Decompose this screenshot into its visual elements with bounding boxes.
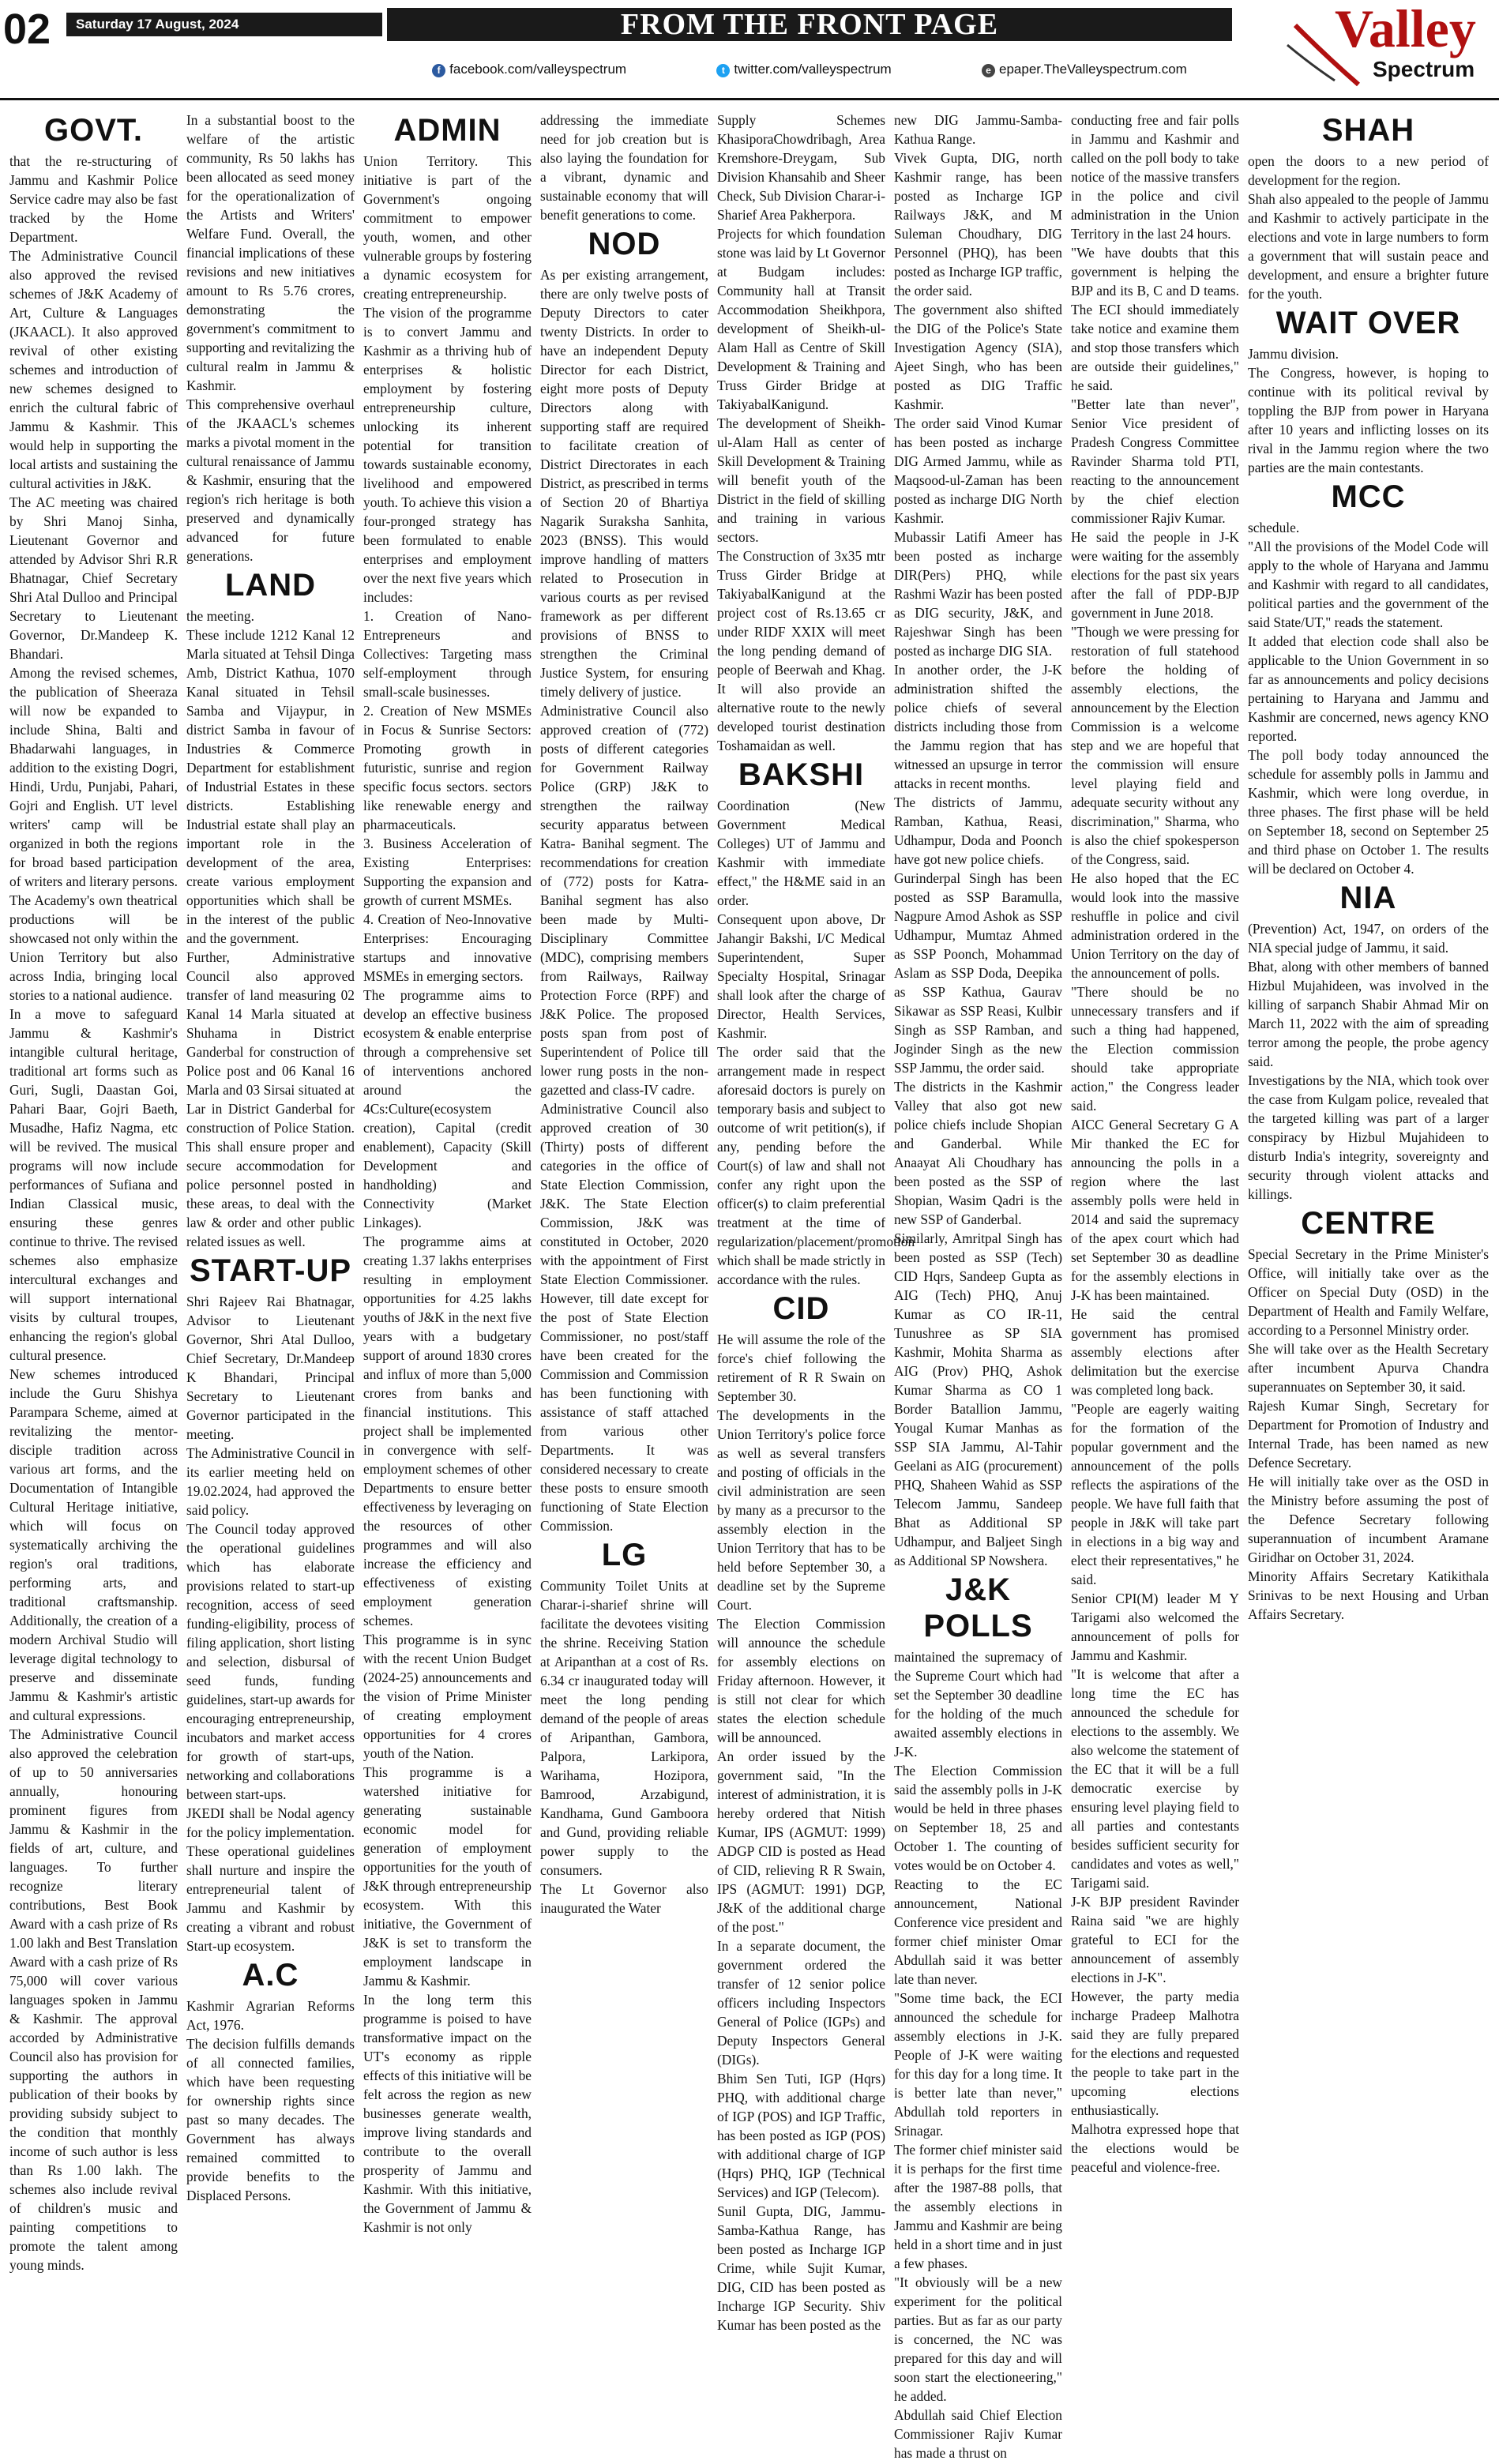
column-1 <box>9 111 178 2456</box>
column-5 <box>717 111 915 2456</box>
article-paragraph: The decision fulfills demands of all connected families, which have been requesting for ownership rights since past so many decades. The Government has always remained committed to provide benefits to the Displaced Persons. <box>186 2036 355 2203</box>
article-paragraph: "Some time back, the ECI announced the schedule for assembly elections in J-K. People of J-K were waiting for this day for a long time. It is better late than never," Abdullah told reporters in Srinagar. <box>894 1990 1062 2139</box>
article-paragraph: Community Toilet Units at Charar-i-sharief shrine will facilitate the devotees visiting the shrine. Receiving Station at Aripanthan at a cost of Rs. 6.34 cr inaugurated today will meet the long pending demand of the people of areas of Aripanthan, Gambora, Palpora, Larkipora, Warihama, Hozipora, Bamrood, Arzabigund, Kandhama, Gund Gamboora and Gund, providing reliable power supply to the consumers. <box>540 1578 708 1878</box>
article-paragraph: It added that election code shall also be applicable to the Union Government in so far as announcements and policy decisions pertaining to Haryana and Jammu and Kashmir are concerned, news agency KNO reported. <box>1248 633 1489 744</box>
article-paragraph: the meeting. <box>186 608 254 624</box>
article-paragraph: Malhotra expressed hope that the elections would be peaceful and violence-free. <box>1071 2121 1239 2175</box>
column-3 <box>363 111 532 2456</box>
article-paragraph: Senior CPI(M) leader M Y Tarigami also welcomed the announcement of polls for Jammu and Kashmir. <box>1071 1591 1239 1663</box>
section-heading: BAKSHI <box>738 757 865 792</box>
article-paragraph: AICC General Secretary G A Mir thanked the EC for announcing the polls in a region where the last assembly polls were held in 2014 and said the supremacy of the apex court which had set September 30 as deadline for the assembly elections in J-K has been maintained. <box>1071 1117 1239 1303</box>
article-paragraph: Shri Rajeev Rai Bhatnagar, Advisor to Lieutenant Governor, Shri Atal Dulloo, Chief Secretary, Dr.Mandeep K Bhandari, Principal Secretary to Lieutenant Governor participated in the meeting. <box>186 1294 355 1442</box>
article-paragraph: He will initially take over as the OSD in the Ministry before assuming the post of the Defence Secretary following superannuation of incumbent Aramane Giridhar on October 31, 2024. <box>1248 1474 1489 1565</box>
section-heading: NOD <box>588 227 661 261</box>
article-paragraph: 1. Creation of Nano-Entrepreneurs and Collectives: Targeting mass self-employment through small-scale businesses. <box>363 608 532 700</box>
facebook-text: facebook.com/valleyspectrum <box>449 62 627 77</box>
article-paragraph: "There should be no unnecessary transfers and if such a thing had happened, the Election commission should take appropriate action," the Congress leader said. <box>1071 984 1239 1114</box>
section-heading: CID <box>772 1291 830 1326</box>
article-paragraph: new DIG Jammu-Samba-Kathua Range. <box>894 112 1062 147</box>
section-heading: ADMIN <box>393 113 502 148</box>
article-paragraph: JKEDI shall be Nodal agency for the policy implementation. These operational guidelines shall nurture and inspire the entrepreneurial talent of Jammu and Kashmir by creating a vibrant and robust Start-up ecosystem. <box>186 1805 355 1954</box>
article-paragraph: The government also shifted the DIG of the Police's State Investigation Agency (SIA), Ajeet Singh, who has been posted as DIG Traffic Kashmir. <box>894 302 1062 412</box>
article-paragraph: The poll body today announced the schedule for assembly polls in Jammu and Kashmir, which were long overdue, in three phases. The first phase will be held on September 18, second on September 25 and third phase on October 1. The results will be declared on October 4. <box>1248 747 1489 877</box>
article-paragraph: The districts of Jammu, Ramban, Kathua, Reasi, Udhampur, Doda and Poonch have got new police chiefs. <box>894 794 1062 867</box>
article-paragraph: She will take over as the Health Secretary after incumbent Apurva Chandra superannuates on September 30, it said. <box>1248 1341 1489 1395</box>
article-paragraph: Special Secretary in the Prime Minister's Office, will initially take over as the Officer on Special Duty (OSD) in the Department of Health and Family Welfare, according to a Personnel Ministry order. <box>1248 1246 1489 1338</box>
article-paragraph: Projects for which foundation stone was laid by Lt Governor at Budgam includes: Community hall at Transit Accommodation Sheikhpora, development of Sheikh-ul-Alam Hall as Centre of Skill Development & Training and Truss Girder Bridge at TakiyabalKanigund. <box>717 226 885 412</box>
valley-spectrum-logo <box>1279 2 1493 88</box>
article-paragraph: These include 1212 Kanal 12 Marla situated at Tehsil Dinga Amb, District Kathua, 1070 Kanal situated in Tehsil Samba and Vijaypur, in district Samba in favour of Industries & Commerce Department for establishment of Industrial Estates in these districts. Establishing Industrial estate shall play an important role in the development of the area, create various employment opportunities which shall be in the interest of the public and the government. <box>186 627 355 946</box>
article-paragraph: Bhat, along with other members of banned Hizbul Mujahideen, was involved in the killing of sarpanch Shabir Ahmad Mir on March 11, 2022 with the aim of spreading terror among the people, the probe agency said. <box>1248 959 1489 1069</box>
column-2 <box>186 111 355 2456</box>
article-paragraph: The order said that the arrangement made in respect aforesaid doctors is purely on temporary basis and subject to outcome of writ petition(s), if any, pending before the Court(s) of law and shall not confer any right upon the officer(s) to claim preferential treatment at the time of regularization/placement/promotion which shall be made strictly in accordance with the rules. <box>717 1044 915 1287</box>
epaper-text: epaper.TheValleyspectrum.com <box>999 62 1187 77</box>
article-paragraph: In another order, the J-K administration shifted the police chiefs of several districts including those from the Jammu region that has witnessed an upsurge in terror attacks in recent months. <box>894 662 1062 791</box>
article-paragraph: (Prevention) Act, 1947, on orders of the NIA special judge of Jammu, it said. <box>1248 921 1489 956</box>
article-paragraph: Mubassir Latifi Ameer has been posted as incharge DIR(Pers) PHQ, while Rashmi Wazir has been posted as DIG security, J&K, and Rajeshwar Singh has been posted as incharge DIG SIA. <box>894 529 1062 659</box>
section-heading: SHAH <box>1321 113 1415 148</box>
article-paragraph: "All the provisions of the Model Code will apply to the whole of Haryana and Jammu and Kashmir with regard to all candidates, political parties and the government of the said State/UT," reads the statement. <box>1248 539 1489 630</box>
article-paragraph: He said the people in J-K were waiting for the assembly elections for the past six years after the fall of PDP-BJP government in June 2018. <box>1071 529 1239 621</box>
article-paragraph: The Council today approved the operational guidelines which has elaborate provisions related to start-up recognition, access of seed funding-eligibility, process of filing application, short listing and selection, disbursal of seed funds, funding guidelines, start-up awards for encouraging entrepreneurship, incubators and market access for growth of start-ups, networking and collaborations between start-ups. <box>186 1521 355 1802</box>
article-paragraph: This programme is a watershed initiative for generating sustainable economic model for generation of employment opportunities for the youth of J&K through entrepreneurship ecosystem. With this initiative, the Government of J&K is set to transform the employment landscape in Jammu & Kashmir. <box>363 1764 532 1989</box>
section-heading: LAND <box>224 568 317 603</box>
article-paragraph: The programme aims to develop an effective business ecosystem & enable enterprise through a comprehensive set of interventions anchored around the 4Cs:Culture(ecosystem creation), Capital (credit enablement), Capacity (Skill Development and handholding) and Connectivity (Market Linkages). <box>363 987 532 1230</box>
article-paragraph: The former chief minister said it is perhaps for the first time after the 1987-88 polls, that the assembly elections in Jammu and Kashmir are being held in a short time and in just a few phases. <box>894 2142 1062 2271</box>
masthead <box>0 0 1499 100</box>
article-paragraph: As per existing arrangement, there are only twelve posts of Deputy Directors to cater twenty Districts. In order to have an independent Deputy Director for each District, eight more posts of Deputy Directors along with supporting staff are required to facilitate creation of District Directorates in each District, as prescribed in terms of Section 20 of Bhartiya Nagarik Suraksha Sanhita, 2023 (BNSS). This would improve handling of matters related to Prosecution in various courts as per revised framework as per different provisions of BNSS to strengthen the Criminal Justice System, for ensuring timely delivery of justice. <box>540 267 708 700</box>
article-paragraph: Reacting to the EC announcement, National Conference vice president and former chief minister Omar Abdullah said it was better late than never. <box>894 1876 1062 1987</box>
article-paragraph: The order said Vinod Kumar has been posted as incharge DIG Armed Jammu, while as Maqsood-ul-Zaman has been posted as incharge DIG North Kashmir. <box>894 415 1062 526</box>
article-paragraph: The Election Commission will announce the schedule for assembly elections on Friday afternoon. However, it is still not clear for which states the election schedule will be announced. <box>717 1616 885 1745</box>
article-paragraph: J-K BJP president Ravinder Raina said "we are highly grateful to ECI for the announcement of assembly elections in J-K". <box>1071 1894 1239 1985</box>
article-paragraph: Investigations by the NIA, which took over the case from Kulgam police, revealed that the targeted killing was part of a larger conspiracy by Hizbul Mujahideen to disturb India's integrity, sovereignty and security through violent attacks and killings. <box>1248 1072 1489 1202</box>
section-heading: A.C <box>242 1958 299 1993</box>
article-paragraph: maintained the supremacy of the Supreme Court which had set the September 30 deadline for the holding of the much awaited assembly elections in J-K. <box>894 1649 1062 1760</box>
article-paragraph: Among the revised schemes, the publication of Sheeraza will now be expanded to include Shina, Balti and Bhadarwahi languages, in addition to the existing Dogri, Hindi, Urdu, Punjabi, Pahari, Gojri and English. UT level writers' camp will be organized in both the regions for broad based participation of writers and literary persons. The Academy's own theatrical productions will be showcased not only within the Union Territory but also across India, bringing local stories to a national audience. <box>9 665 178 1003</box>
article-paragraph: He will assume the role of the force's chief following the retirement of R R Swain on September 30. <box>717 1332 885 1404</box>
article-paragraph: The Lt Governor also inaugurated the Water <box>540 1881 708 1916</box>
article-paragraph: Supply Schemes KhasiporaChowdribagh, Area Kremshore-Dreygam, Sub Division Khansahib and Sheer Check, Sub Division Charar-i-Sharief Area Pakherpora. <box>717 112 885 223</box>
article-paragraph: Minority Affairs Secretary Katikithala Srinivas to be next Housing and Urban Affairs Secretary. <box>1248 1568 1489 1622</box>
article-paragraph: The Administrative Council also approved the revised schemes of J&K Academy of Art, Culture & Languages (JKAACL). It also approved revival of other existing schemes and introduction of new schemes designed to enrich the cultural fabric of Jammu & Kashmir. This would help in supporting the local artists and sustaining the cultural activities in J&K. <box>9 248 178 491</box>
article-paragraph: The Administrative Council also approved the celebration of up to 50 anniversaries annually, honouring prominent figures from Jammu & Kashmir in the fields of art, culture, and languages. To further recognize literary contributions, Best Book Award with a cash prize of Rs 1.00 lakh and Best Translation Award with a cash prize of Rs 75,000 will cover various languages spoken in Jammu & Kashmir. The approval accorded by Administrative Council also has provision for supporting the authors in publication of their books by providing subsidy subject to the condition that monthly income of such author is less than Rs 1.00 lakh. The schemes also include revival of children's music and painting competitions to promote the talent among young minds. <box>9 1726 178 2273</box>
twitter-icon: t <box>716 64 730 77</box>
article-paragraph: Bhim Sen Tuti, IGP (Hqrs) PHQ, with additional charge of IGP (POS) and IGP Traffic, has been posted as IGP (POS) with additional charge of IGP (Hqrs) PHQ, IGP (Technical Services) and IGP (Telecom). <box>717 2071 885 2200</box>
article-paragraph: The Election Commission said the assembly polls in J-K would be held in three phases on September 18, 25 and October 1. The counting of votes would be on October 4. <box>894 1763 1062 1873</box>
article-paragraph: 4. Creation of Neo-Innovative Enterprises: Encouraging startups and innovative MSMEs in emerging sectors. <box>363 911 532 984</box>
article-paragraph: Vivek Gupta, DIG, north Kashmir range, has been posted as Incharge IGP Railways J&K, and M Suleman Choudhary, DIG Personnel (PHQ), has been posted as Incharge IGP traffic, the order said. <box>894 150 1062 299</box>
epaper-icon: e <box>982 64 995 77</box>
facebook-icon: f <box>432 64 445 77</box>
article-paragraph: Administrative Council also approved creation of 30 (Thirty) posts of different categories in the office of State Election Commission, J&K. The State Election Commission, J&K was constituted in October, 2020 with the appointment of First State Election Commissioner. However, till date except for the post of State Election Commissioner, no post/staff have been created for the Commission and Commission has been functioning with assistance of staff attached from various other Departments. It was considered necessary to create these posts to ensure smooth functioning of State Election Commission. <box>540 1101 708 1534</box>
article-paragraph: schedule. <box>1248 520 1300 535</box>
article-paragraph: The AC meeting was chaired by Shri Manoj Sinha, Lieutenant Governor and attended by Advisor Shri R.R Bhatnagar, Chief Secretary Shri Atal Dulloo and Principal Secretary to Lieutenant Governor, Dr.Mandeep K. Bhandari. <box>9 494 178 662</box>
article-paragraph: He said the central government has promised assembly elections after delimitation but the exercise was completed long back. <box>1071 1306 1239 1398</box>
article-paragraph: In a substantial boost to the welfare of the artistic community, Rs 50 lakhs has been allocated as seed money for the operationalization of the Artists and Writers' Welfare Fund. Overall, the financial implications of these revisions and new initiatives amount to Rs 5.76 crores, demonstrating the government's commitment to supporting and revitalizing the cultural realm in Jammu & Kashmir. <box>186 112 355 393</box>
article-paragraph: Administrative Council also approved creation of (772) posts of different categories for Government Railway Police (GRP) J&K to strengthen the railway security apparatus between Katra- Banihal segment. The recommendations for creation of (772) posts for Katra-Banihal segment has also been made by Multi-Disciplinary Committee (MDC), comprising members from Railways, Railway Protection Force (RPF) and J&K Police. The proposed posts span from post of Superintendent of Police till lower rung posts in the non-gazetted and class-IV cadre. <box>540 703 708 1098</box>
article-paragraph: Shah also appealed to the people of Jammu and Kashmir to actively participate in the elections and vote in large numbers to form a government that will sustain peace and development, and ensure a brighter future for the youth. <box>1248 191 1489 302</box>
article-paragraph: The development of Sheikh-ul-Alam Hall as center of Skill Development & Training will benefit youth of the District in the field of skilling and training in various sectors. <box>717 415 885 545</box>
section-banner: FROM THE FRONT PAGE <box>387 8 1232 41</box>
section-heading: CENTRE <box>1301 1206 1436 1241</box>
article-paragraph: Abdullah said Chief Election Commissioner Rajiv Kumar has made a thrust on <box>894 2407 1062 2461</box>
logo-word-spectrum: Spectrum <box>1373 57 1475 81</box>
section-heading: GOVT. <box>43 113 144 148</box>
article-paragraph: conducting free and fair polls in Jammu and Kashmir and called on the poll body to take notice of the massive transfers in the police and civil administration in the Union Territory in the last 24 hours. <box>1071 112 1239 242</box>
article-paragraph: "We have doubts that this government is helping the BJP and its B, C and D teams. The ECI should immediately take notice and examine them and stop those transfers which are outside their guidelines," he said. <box>1071 245 1239 393</box>
section-heading: WAIT OVER <box>1275 306 1461 340</box>
article-paragraph: "Better late than never", Senior Vice president of Pradesh Congress Committee Ravinder Sharma told PTI, reacting to the announcement by the chief election commissioner Rajiv Kumar. <box>1071 396 1239 526</box>
article-paragraph: The Construction of 3x35 mtr Truss Girder Bridge at TakiyabalKanigund at the project cost of Rs.13.65 cr under RIDF XXIX will meet the long pending demand of people of Beerwah and Khag. It will also provide an alternative route to the newly developed tourist destination Toshamaidan as well. <box>717 548 885 753</box>
masthead-rule <box>0 98 1499 100</box>
page-number: 02 <box>3 6 51 53</box>
twitter-text: twitter.com/valleyspectrum <box>734 62 892 77</box>
article-paragraph: Gurinderpal Singh has been posted as SSP Baramulla, Nagpure Amod Ashok as SSP Udhampur, Mumtaz Ahmed as SSP Poonch, Mohammad Aslam as SSP Doda, Deepika as SSP Kathua, Gaurav Sikawar as SSP Reasi, Kulbir Singh as SSP Ramban, and Joginder Singh as the new SSP Jammu, the order said. <box>894 870 1062 1076</box>
article-paragraph: 3. Business Acceleration of Existing Enterprises: Supporting the expansion and growth of current MSMEs. <box>363 836 532 908</box>
column-6 <box>894 111 1062 2461</box>
article-paragraph: Similarly, Amritpal Singh has been posted as SSP (Tech) CID Hqrs, Sandeep Gupta as AIG (Tech) PHQ, Anuj Kumar as CO IR-11, Tunushree as SP SIA Kashmir, Mohita Sharma as AIG (Prov) PHQ, Ashok Kumar Sharma as CO 1 Border Batallion Jammu, Yougal Kumar Manhas as SSP SIA Jammu, Al-Tahir Geelani as AIG (procurement) PHQ, Shaheen Wahid as SSP Telecom Jammu, Sandeep Bhat as Additional SP Udhampur, and Baljeet Singh as Additional SP Nowshera. <box>894 1230 1062 1568</box>
article-paragraph: The Congress, however, is hoping to continue with its political revival by toppling the BJP from power in Haryana after 10 years and inflicting losses on its rival in the Jammu region where the two parties are the main contestants. <box>1248 365 1489 475</box>
column-8 <box>1248 111 1489 2456</box>
article-paragraph: Consequent upon above, Dr Jahangir Bakshi, I/C Medical Superintendent, Super Specialty Hospital, Srinagar shall look after the charge of Director, Health Services, Kashmir. <box>717 911 885 1041</box>
article-paragraph: The programme aims at creating 1.37 lakhs enterprises resulting in employment opportunities for 4.25 lakhs youths of J&K in the next five years with a budgetary support of around 1830 crores and influx of more than 5,000 crores from banks and financial institutions. This project shall be implemented in convergence with self-employment schemes of other Departments to ensure better effectiveness by leveraging on the resources of other programmes and will also increase the efficiency and effectiveness of existing employment generation schemes. <box>363 1234 532 1628</box>
article-paragraph: The vision of the programme is to convert Jammu and Kashmir as a thriving hub of enterprises & holistic employment by fostering entrepreneurship culture, unlocking its inherent potential for transition towards sustainable economy, livelihood and empowered youth. To achieve this vision a four-pronged strategy has been formulated to enable enterprises and employment over the next five years which includes: <box>363 305 532 605</box>
section-heading: LG <box>601 1538 648 1572</box>
article-paragraph: "It is welcome that after a long time the EC has announced the schedule for elections to the assembly. We also welcome the statement of the EC that it will be a full democratic exercise by ensuring level playing field to all parties and contestants besides sufficient security for candidates and votes as well," Tarigami said. <box>1071 1666 1239 1891</box>
facebook-link[interactable] <box>432 62 626 77</box>
article-paragraph: Coordination (New Government Medical Colleges) UT of Jammu and Kashmir with immediate effect," the H&ME said in an order. <box>717 798 885 908</box>
article-paragraph: This comprehensive overhaul of the JKAACL's schemes marks a pivotal moment in the cultural renaissance of Jammu & Kashmir, ensuring that the region's rich heritage is both preserved and dynamically advanced for future generations. <box>186 396 355 564</box>
article-paragraph: In a separate document, the government ordered the transfer of 12 senior police officers including Inspectors General of Police (IGPs) and Deputy Inspectors General (DIGs). <box>717 1938 885 2068</box>
social-links <box>387 62 1232 77</box>
article-paragraph: He also hoped that the EC would look into the massive reshuffle in police and civil administration ordered in the Union Territory on the day of the announcement of polls. <box>1071 870 1239 981</box>
column-7 <box>1071 111 1239 2456</box>
article-paragraph: The developments in the Union Territory's police force as well as several transfers and posting of officials in the civil administration are seen by many as a precursor to the assembly election in the Union Territory that has to be held before September 30, a deadline set by the Supreme Court. <box>717 1407 885 1613</box>
article-paragraph: In the long term this programme is poised to have transformative impact on the UT's economy as ripple effects of this initiative will be felt across the region as new businesses generate wealth, improve living standards and contribute to the overall prosperity of Jammu and Kashmir. With this initiative, the Government of Jammu & Kashmir is not only <box>363 1992 532 2235</box>
article-paragraph: Rajesh Kumar Singh, Secretary for Department for Promotion of Industry and Internal Trade, has been named as new Defence Secretary. <box>1248 1398 1489 1471</box>
article-paragraph: addressing the immediate need for job creation but is also laying the foundation for a vibrant, dynamic and sustainable economy that will benefit generations to come. <box>540 112 708 223</box>
dateline: Saturday 17 August, 2024 <box>66 13 382 36</box>
article-paragraph: New schemes introduced include the Guru Shishya Parampara Scheme, aimed at revitalizing the mentor-disciple tradition across various art forms, and the Documentation of Intangible Cultural Heritage initiative, which will focus on systematically archiving the region's oral traditions, performing arts, and traditional craftsmanship. Additionally, the creation of a modern Archival Studio will leverage digital technology to preserve and disseminate Jammu & Kashmir's artistic and cultural expressions. <box>9 1366 178 1723</box>
article-paragraph: Union Territory. This initiative is part of the Government's ongoing commitment to empower youth, women, and other vulnerable groups by fostering a dynamic ecosystem for creating entrepreneurship. <box>363 153 532 302</box>
epaper-link[interactable] <box>982 62 1187 77</box>
column-4 <box>540 111 708 2456</box>
article-paragraph: that the re-structuring of Jammu and Kashmir Police Service cadre may also be fast tracked by the Home Department. <box>9 153 178 245</box>
article-paragraph: Further, Administrative Council also approved transfer of land measuring 02 Kanal 14 Marla situated at Shuhama in District Ganderbal for construction of Police post and 06 Kanal 16 Marla and 03 Sirsai situated at Lar in District Ganderbal for construction of Police Station. This shall ensure proper and secure accommodation for police personnel posted in these areas, to deal with the law & order and other public related issues as well. <box>186 949 355 1249</box>
section-heading: J&K POLLS <box>923 1572 1033 1643</box>
section-heading: NIA <box>1339 881 1397 915</box>
article-columns <box>0 111 1499 2461</box>
article-paragraph: In a move to safeguard Jammu & Kashmir's intangible cultural heritage, traditional art forms such as Guri, Sugli, Daastan Goi, Pahari Baar, Gojri Baeth, Musadhe, Hafiz Nagma, etc will be revived. The musical programs will now include performances of Sufiana and Indian Classical music, ensuring these genres continue to thrive. The revised schemes also emphasize intercultural exchanges and will support international visits by cultural troupes, enhancing the region's global cultural presence. <box>9 1006 178 1363</box>
article-paragraph: An order issued by the government said, "In the interest of administration, it is hereby ordered that Nitish Kumar, IPS (AGMUT: 1999) ADGP CID is posted as Head of CID, relieving R R Swain, IPS (AGMUT: 1991) DGP, J&K of the additional charge of the post." <box>717 1748 885 1935</box>
article-paragraph: This programme is in sync with the recent Union Budget (2024-25) announcements and the vision of Prime Minister of creating employment opportunities for 4 crores youth of the Nation. <box>363 1632 532 1761</box>
logo-word-valley: Valley <box>1335 0 1476 58</box>
section-heading: MCC <box>1331 479 1406 514</box>
article-paragraph: 2. Creation of New MSMEs in Focus & Sunrise Sectors: Promoting growth in futuristic, sunrise and region specific focus sectors. sectors like renewable energy and pharmaceuticals. <box>363 703 532 832</box>
article-paragraph: Sunil Gupta, DIG, Jammu-Samba-Kathua Range, has been posted as Incharge IGP Crime, while Sujit Kumar, DIG, CID has been posted as Incharge IGP Security. Shiv Kumar has been posted as the <box>717 2203 885 2333</box>
article-paragraph: The districts in the Kashmir Valley that also got new police chiefs include Shopian and Ganderbal. While Anaayat Ali Choudhary has been posted as the SSP of Shopian, Wasim Qadri is the new SSP of Ganderbal. <box>894 1079 1062 1227</box>
twitter-link[interactable] <box>716 62 891 77</box>
article-paragraph: Jammu division. <box>1248 346 1339 362</box>
article-paragraph: "It obviously will be a new experiment for the political parties. But as far as our party is concerned, the NC was prepared for this day and will soon start the electioneering," he added. <box>894 2274 1062 2404</box>
section-heading: START-UP <box>189 1253 352 1288</box>
article-paragraph: "People are eagerly waiting for the formation of the popular government and the announcement of the polls reflects the aspirations of the people. We have full faith that people in J&K will take part in elections in a big way and elect their representatives," he said. <box>1071 1401 1239 1587</box>
article-paragraph: The Administrative Council in its earlier meeting held on 19.02.2024, had approved the said policy. <box>186 1445 355 1518</box>
article-paragraph: However, the party media incharge Pradeep Malhotra said they are fully prepared for the elections and requested the people to take part in the upcoming elections enthusiastically. <box>1071 1989 1239 2118</box>
article-paragraph: Kashmir Agrarian Reforms Act, 1976. <box>186 1998 355 2033</box>
article-paragraph: open the doors to a new period of development for the region. <box>1248 153 1489 188</box>
article-paragraph: "Though we were pressing for restoration of full statehood before the holding of assembly elections, the announcement by the Election Commission is a welcome step and we are hopeful that the commission will ensure level playing field and adequate security without any discrimination," Sharma, who is also the chief spokesperson of the Congress, said. <box>1071 624 1239 867</box>
